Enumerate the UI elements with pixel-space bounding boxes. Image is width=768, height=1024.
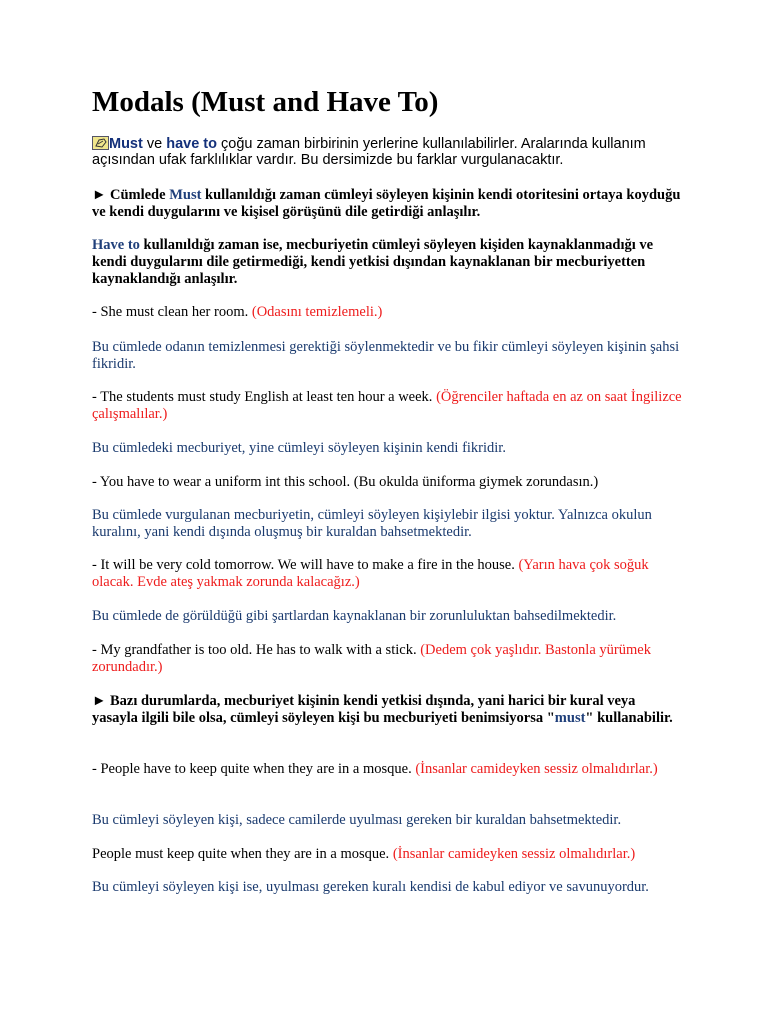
notes-icon [92,136,109,150]
rule-adopt-post: " kullanabilir. [585,710,673,726]
rule-have-to-keyword: Have to [92,237,140,253]
intro-paragraph [92,136,682,168]
rule-adopt-keyword: must [554,710,586,726]
page-title: Modals (Must and Have To) [92,86,439,118]
example-4-english: - It will be very cold tomorrow. We will have to make a fire in the house. [92,557,519,573]
example-2 [92,389,682,423]
example-6-english: - People have to keep quite when they are in a mosque. [92,761,416,777]
rule-have-to-paragraph [92,237,682,288]
comment-1: Bu cümlede odanın temizlenmesi gerektiği söylenmektedir ve bu fikir cümleyi söyleyen kişinin şahsi fikridir. [92,339,680,372]
rule-must-text: kullanıldığı zaman cümleyi söyleyen kişinin kendi otoritesini ortaya koyduğu ve kendi duygularını ve kişisel görüşünü dile getirdiği anlaşılır. [92,187,681,220]
example-4-turkish: (Yarın hava çok soğuk olacak. Evde ateş yakmak zorunda kalacağız.) [92,557,649,590]
example-4 [92,557,682,591]
intro-text: çoğu zaman birbirinin yerlerine kullanılabilirler. Aralarında kullanım açısından ufak farklılıklar vardır. Bu dersimizde bu farklar vurgulanacaktır. [92,136,646,168]
example-3 [92,474,682,491]
have-to-keyword: have to [166,136,217,152]
comment-3: Bu cümlede vurgulanan mecburiyetin, cümleyi söyleyen kişiylebir ilgisi yoktur. Yalnızca okulun kuralını, yani kendi dışında oluşmuş bir kuraldan bahsetmektedir. [92,507,652,540]
rule-must-keyword: Must [169,187,202,203]
rule-adopt-pre: ► Bazı durumlarda, mecburiyet kişinin kendi yetkisi dışında, yani harici bir kural veya yasayla ilgili bile olsa, cümleyi söyleyen kişi bu mecburiyeti benimsiyorsa " [92,693,636,726]
example-1 [92,304,682,321]
example-7 [92,846,682,863]
example-1-english: - She must clean her room. [92,304,252,320]
example-3-text: - You have to wear a uniform int this school. (Bu okulda üniforma giymek zorundasın.) [92,474,599,490]
must-keyword: Must [109,136,143,152]
example-2-english: - The students must study English at least ten hour a week. [92,389,437,405]
rule-must-pre: ► Cümlede [92,187,170,203]
example-7-english: People must keep quite when they are in a mosque. [92,846,393,862]
comment-4: Bu cümlede de görüldüğü gibi şartlardan kaynaklanan bir zorunluluktan bahsedilmektedir. [92,608,617,624]
example-2-turkish: (Öğrenciler haftada en az on saat İngilizce çalışmalılar.) [92,389,682,422]
example-6 [92,761,682,778]
rule-must-paragraph [92,187,682,221]
example-5-english: - My grandfather is too old. He has to walk with a stick. [92,642,421,658]
example-5-turkish: (Dedem çok yaşlıdır. Bastonla yürümek zorundadır.) [92,642,651,675]
comment-2: Bu cümledeki mecburiyet, yine cümleyi söyleyen kişinin kendi fikridir. [92,440,506,456]
comment-7: Bu cümleyi söyleyen kişi ise, uyulması gereken kuralı kendisi de kabul ediyor ve savunuyordur. [92,879,649,895]
example-6-turkish: (İnsanlar camideyken sessiz olmalıdırlar.) [415,761,658,777]
intro-ve: ve [142,136,167,152]
rule-have-to-text: kullanıldığı zaman ise, mecburiyetin cümleyi söyleyen kişiden kaynaklanmadığı ve kendi duygularını dile getirmediği, kendi yetkisi dışından kaynaklanan bir mecburiyetten kaynaklandığı anlaşılır. [92,237,654,287]
example-1-turkish: (Odasını temizlemeli.) [251,304,383,320]
comment-6: Bu cümleyi söyleyen kişi, sadece camilerde uyulması gereken bir kuraldan bahsetmektedir. [92,812,622,828]
rule-must-adopt-paragraph [92,693,682,727]
example-7-turkish: (İnsanlar camideyken sessiz olmalıdırlar.) [392,846,636,862]
example-5 [92,642,682,676]
